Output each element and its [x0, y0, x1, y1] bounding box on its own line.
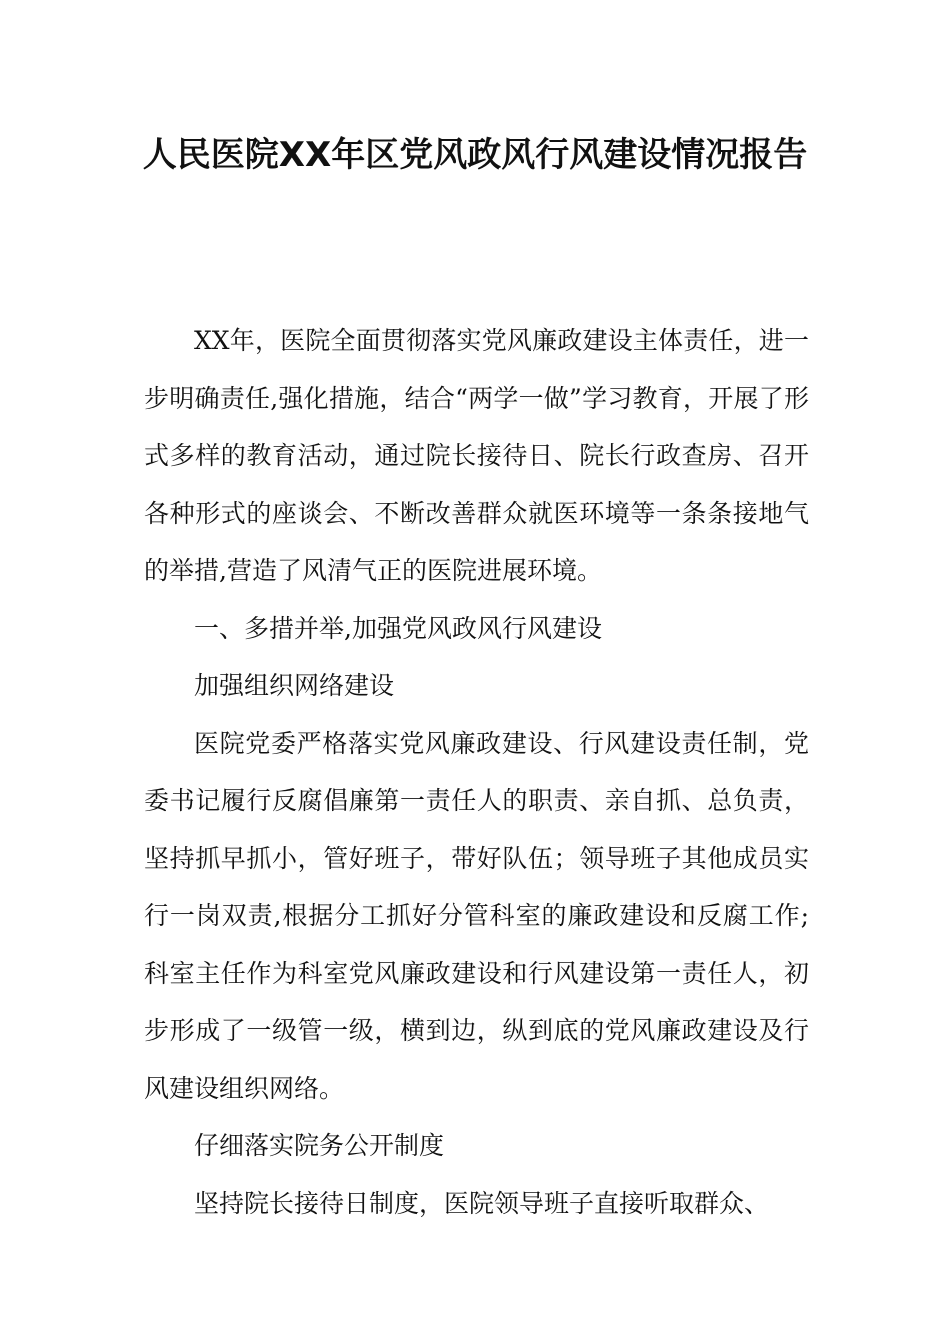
document-body: [144, 312, 809, 1232]
body-paragraph: 医院党委严格落实党风廉政建设、行风建设责任制，党委书记履行反腐倡廉第一责任人的职责、亲自抓、总负责，坚持抓早抓小，管好班子，带好队伍；领导班子其他成员实行一岗双责,根据分工抓好分管科室的廉政建设和反腐工作;科室主任作为科室党风廉政建设和行风建设第一责任人，初步形成了一级管一级，横到边，纵到底的党风廉政建设及行风建设组织网络。: [144, 728, 809, 1103]
body-paragraph: 坚持院长接待日制度，医院领导班子直接听取群众、: [194, 1188, 770, 1218]
subsection-heading: 加强组织网络建设: [194, 671, 395, 700]
subsection-heading: 仔细落实院务公开制度: [194, 1131, 445, 1160]
section-heading: 一、多措并举,加强党风政风行风建设: [194, 613, 602, 643]
intro-paragraph: XX年，医院全面贯彻落实党风廉政建设主体责任，进一步明确责任,强化措施，结合“两学一做”学习教育，开展了形式多样的教育活动，通过院长接待日、院长行政查房、召开各种形式的座谈会、不断改善群众就医环境等一条条接地气的举措,营造了风清气正的医院进展环境。: [144, 326, 809, 585]
document-title: 人民医院XX年区党风政风行风建设情况报告: [142, 135, 808, 175]
